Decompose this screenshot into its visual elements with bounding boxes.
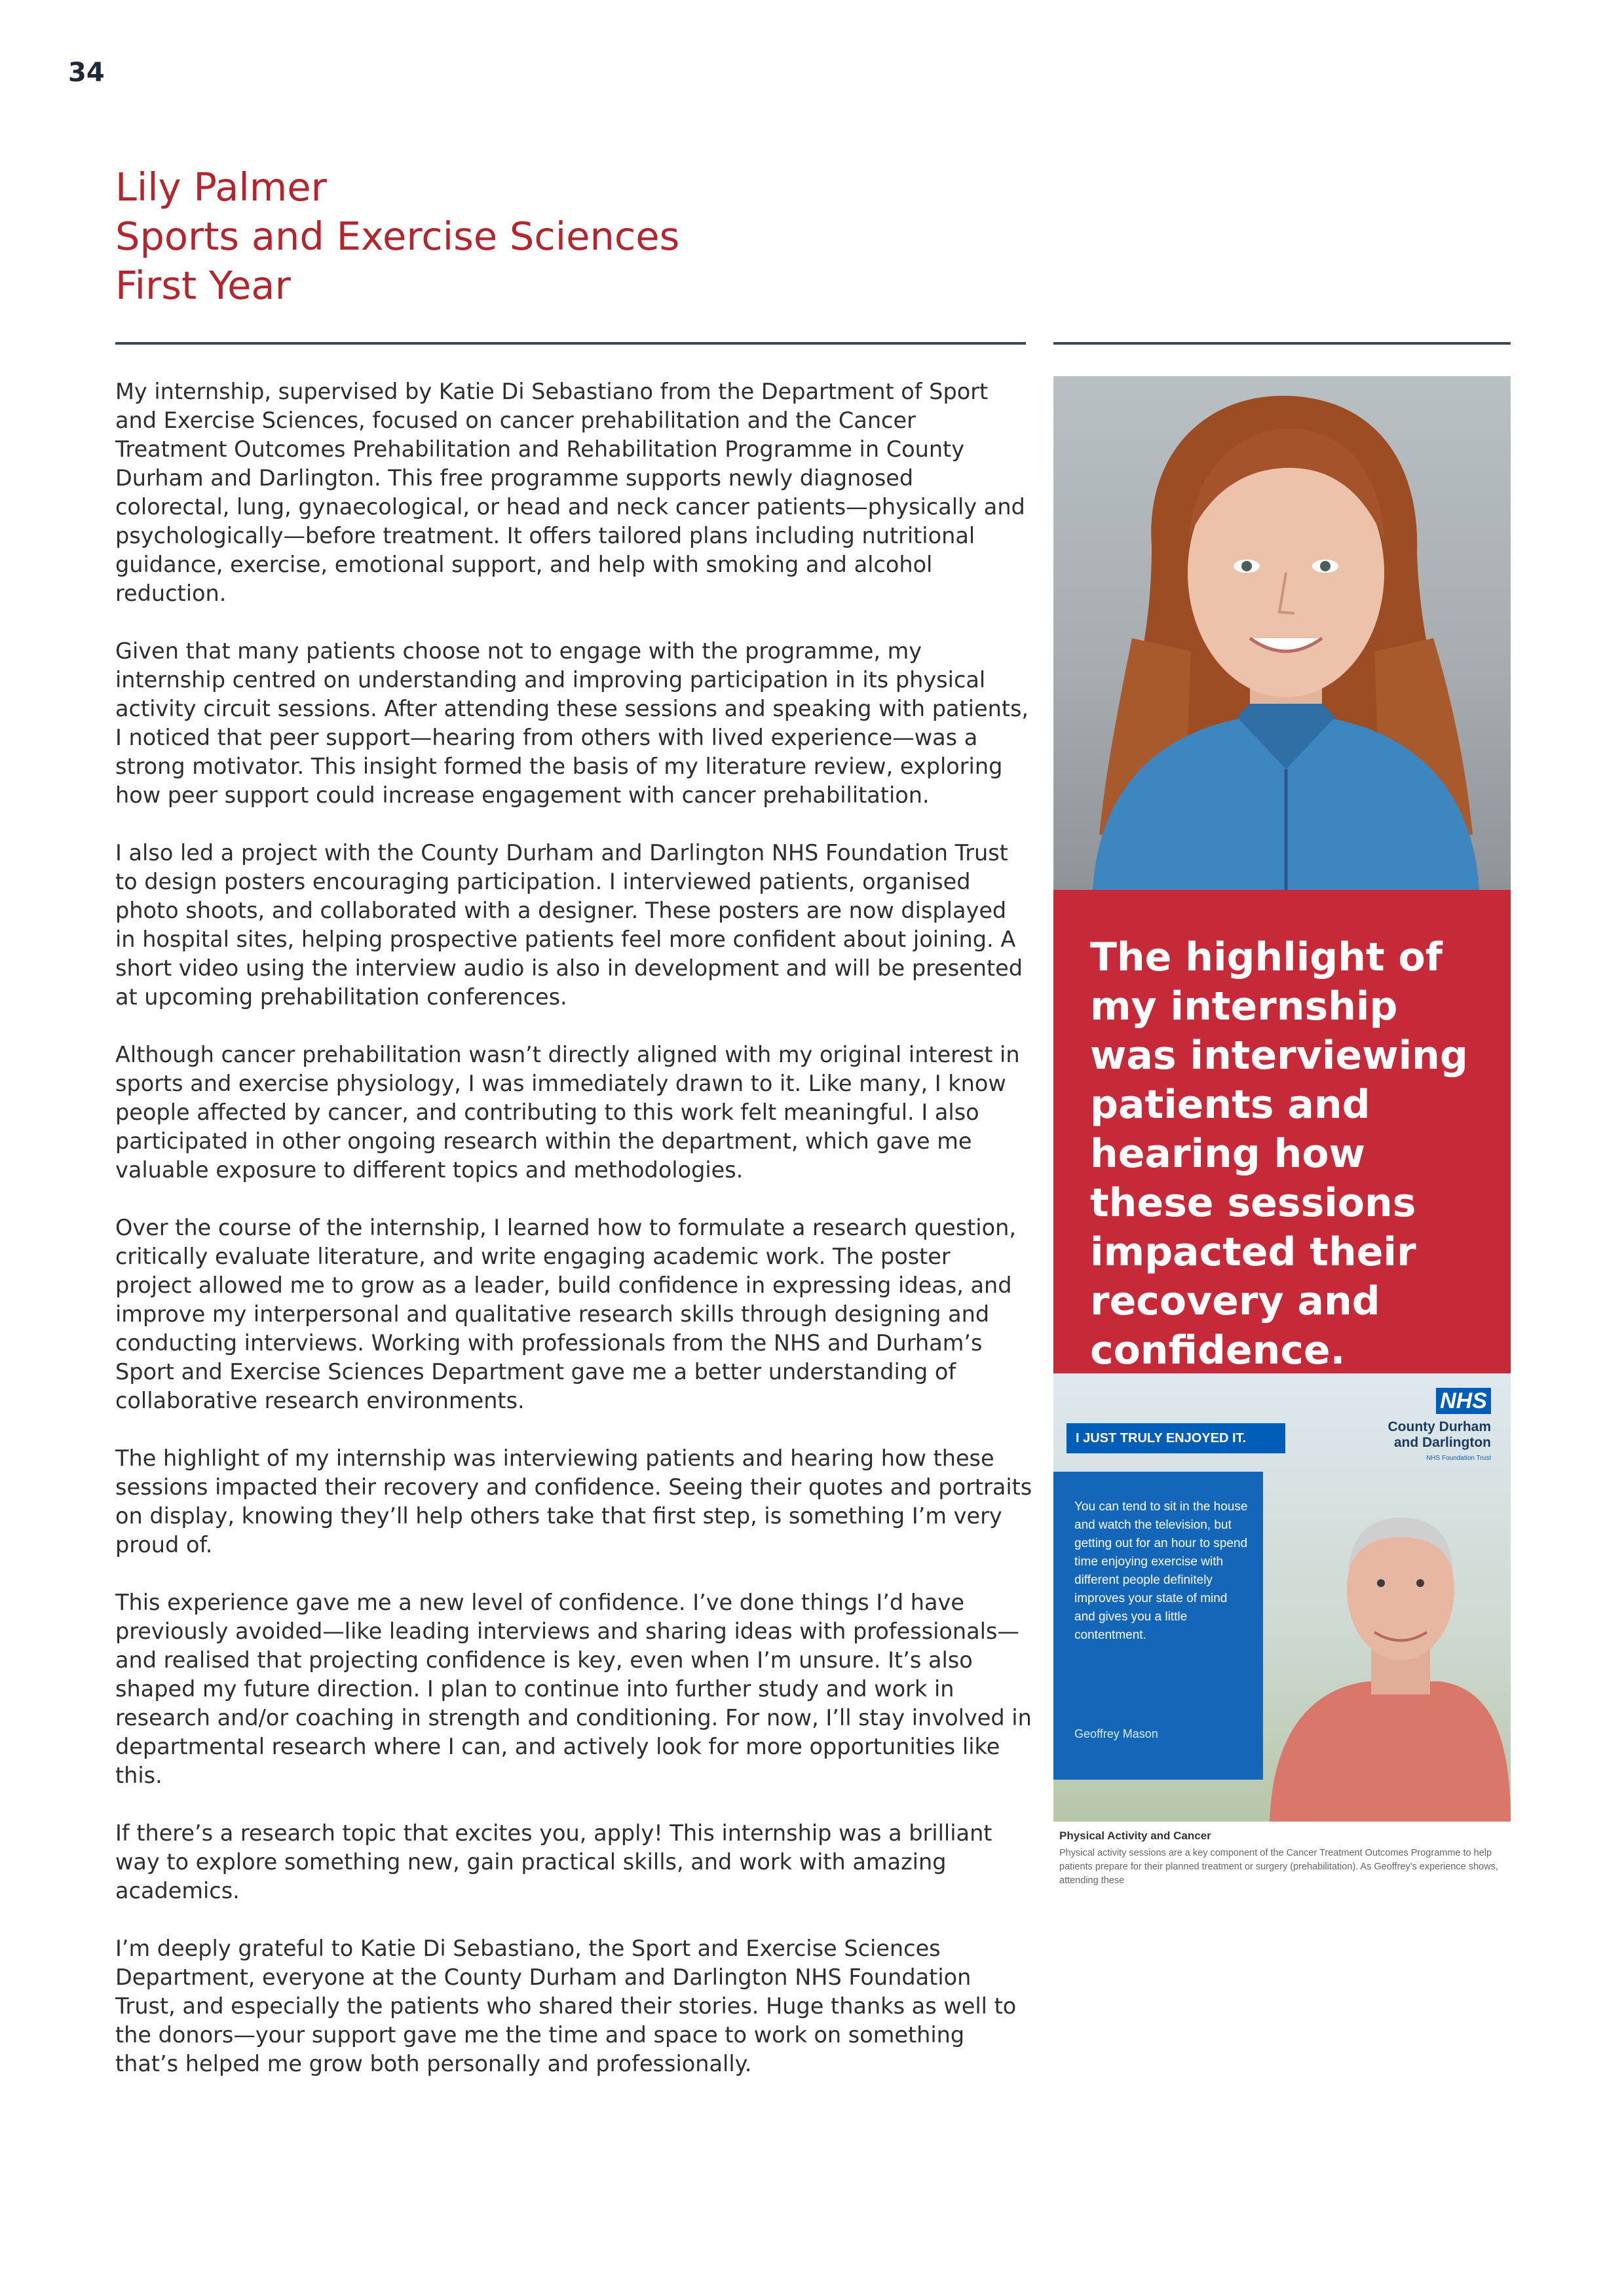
paragraph: Given that many patients choose not to engage with the programme, my internship centred on understanding and improving participation in its physical activity circuit sessions. After attending these sessions and speaking with patients, I noticed that peer support—hearing from others with lived experience—was a strong motivator. This insight formed the basis of my literature review, exploring how peer support could increase engagement with cancer prehabilitation.: [115, 638, 1029, 808]
divider-right: [1053, 342, 1511, 345]
article-body: [115, 377, 1032, 2107]
nhs-logo: NHS: [1436, 1388, 1491, 1414]
nhs-organisation: [1334, 1419, 1491, 1451]
paragraph: I also led a project with the County Durham and Darlington NHS Foundation Trust to design posters encouraging participation. I interviewed patients, organised photo shoots, and collaborated with a designer. These posters are now displayed in hospital sites, helping prospective patients feel more confident about joining. A short video using the interview audio is also in development and will be presented at upcoming prehabilitation conferences.: [115, 840, 1023, 1010]
portrait-illustration: [1053, 376, 1511, 890]
pull-quote: The highlight of my internship was interviewing patients and hearing how these sessions impacted their recovery and confidence.: [1090, 934, 1468, 1373]
poster-banner: I JUST TRULY ENJOYED IT.: [1067, 1423, 1285, 1453]
page-number: 34: [68, 58, 105, 88]
poster-caption-body: Physical activity sessions are a key component of the Cancer Treatment Outcomes Programme to help patients prepare for their planned treatment or surgery (prehabilitation). As Geoffrey's experience shows, attending these: [1059, 1848, 1498, 1886]
author-year: First Year: [115, 263, 291, 308]
poster-quote-box: [1053, 1472, 1263, 1780]
paragraph: Over the course of the internship, I learned how to formulate a research question, critically evaluate literature, and write engaging academic work. The poster project allowed me to grow as a leader, build confidence in expressing ideas, and improve my interpersonal and qualitative research skills through designing and conducting interviews. Working with professionals from the NHS and Durham’s Sport and Exercise Sciences Department gave me a better understanding of collaborative research environments.: [115, 1215, 1016, 1413]
paragraph: Although cancer prehabilitation wasn’t directly aligned with my original interest in sports and exercise physiology, I was immediately drawn to it. Like many, I know people affected by cancer, and contributing to this work felt meaningful. I also participated in other ongoing research within the department, which gave me valuable exposure to different topics and methodologies.: [115, 1042, 1020, 1183]
paragraph: I’m deeply grateful to Katie Di Sebastiano, the Sport and Exercise Sciences Department, everyone at the County Durham and Darlington NHS Foundation Trust, and especially the patients who shared their stories. Huge thanks as well to the donors—your support gave me the time and space to work on something that’s helped me grow both personally and professionally.: [115, 1936, 1017, 2076]
poster-quote: You can tend to sit in the house and watch the television, but getting out for an hour to spend time enjoying exercise with different people definitely improves your state of mind and gives you a little contentment.: [1074, 1500, 1248, 1642]
poster-credit: Geoffrey Mason: [1074, 1727, 1158, 1740]
paragraph: My internship, supervised by Katie Di Sebastiano from the Department of Sport and Exercise Sciences, focused on cancer prehabilitation and the Cancer Treatment Outcomes Prehabilitation and Rehabilitation Programme in County Durham and Darlington. This free programme supports newly diagnosed colorectal, lung, gynaecological, or head and neck cancer patients—physically and psychologically—before treatment. It offers tailored plans including nutritional guidance, exercise, emotional support, and help with smoking and alcohol reduction.: [115, 379, 1025, 606]
nhs-org-subtitle: NHS Foundation Trust: [1426, 1455, 1491, 1462]
poster-image: [1053, 1373, 1511, 1822]
nhs-org-line-2: and Darlington: [1393, 1435, 1491, 1450]
divider-left: [115, 342, 1026, 345]
poster-caption-title: Physical Activity and Cancer: [1059, 1829, 1211, 1842]
paragraph: If there’s a research topic that excites you, apply! This internship was a brilliant way to explore something new, gain practical skills, and work with amazing academics.: [115, 1820, 992, 1904]
nhs-org-line-1: County Durham: [1388, 1419, 1491, 1434]
author-subject: Sports and Exercise Sciences: [115, 214, 680, 259]
portrait-photo: [1053, 376, 1511, 890]
pull-quote-panel: [1053, 890, 1511, 1373]
article-title: [115, 163, 1032, 310]
author-name: Lily Palmer: [115, 164, 327, 210]
paragraph: This experience gave me a new level of confidence. I’ve done things I’d have previously avoided—like leading interviews and sharing ideas with professionals—and realised that projecting confidence is key, even when I’m unsure. It’s also shaped my future direction. I plan to continue into further study and work in research and/or coaching in strength and conditioning. For now, I’ll stay involved in departmental research where I can, and actively look for more opportunities like this.: [115, 1590, 1032, 1788]
paragraph: The highlight of my internship was interviewing patients and hearing how these sessions impacted their recovery and confidence. Seeing their quotes and portraits on display, knowing they’ll help others take that first step, is something I’m very proud of.: [115, 1445, 1032, 1558]
